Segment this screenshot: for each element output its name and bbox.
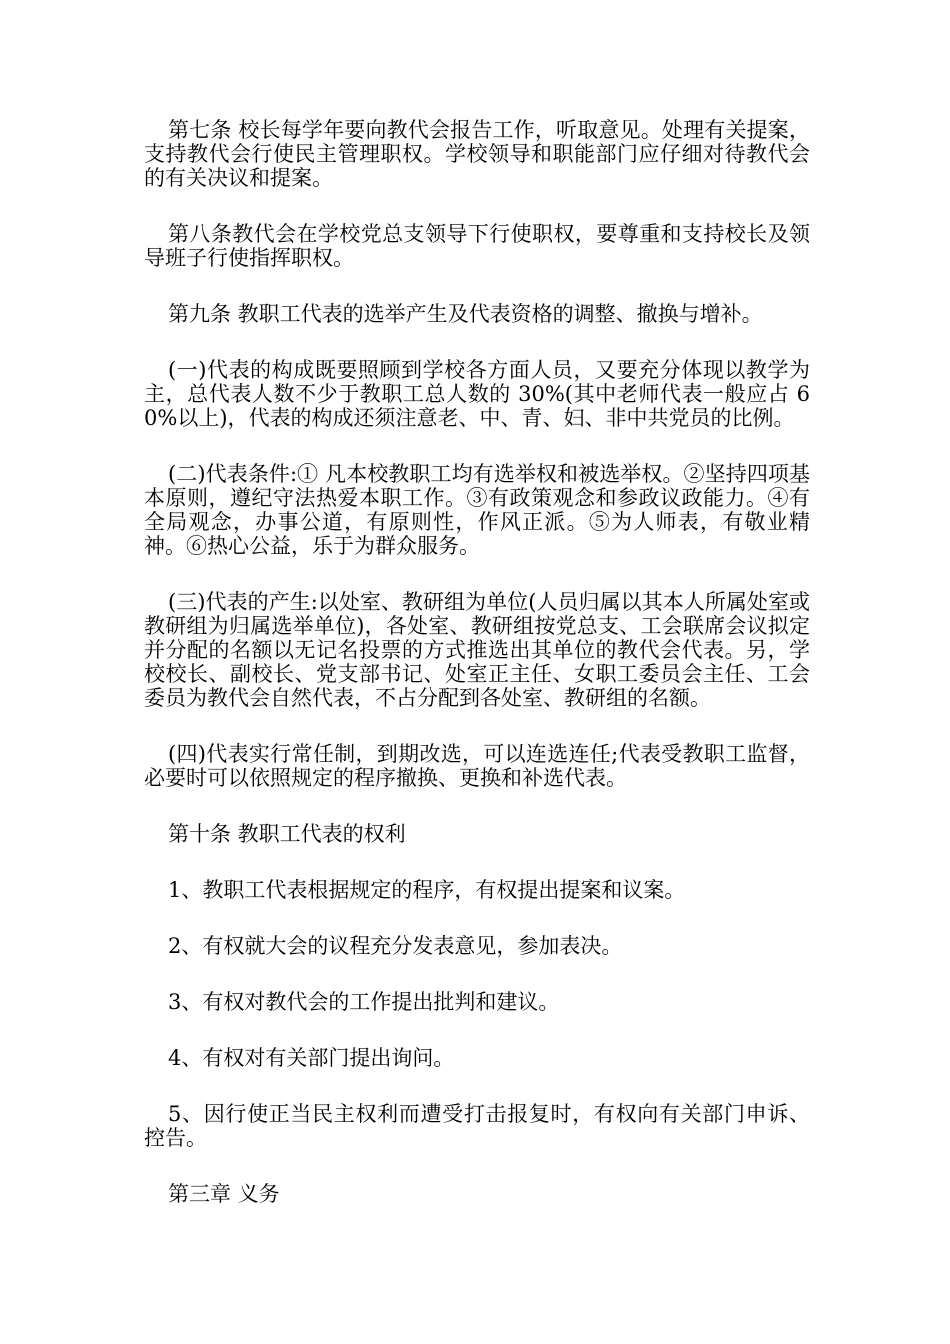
rights-item-1: 1、教职工代表根据规定的程序，有权提出提案和议案。 <box>168 878 686 902</box>
document-body <box>144 118 810 1238</box>
article-9-item-1: (一)代表的构成既要照顾到学校各方面人员，又要充分体现以教学为主，总代表人数不少于教职工总人数的 30%(其中老师代表一般应占 60%以上)，代表的构成还须注意老、中、青、妇、非中共党员的比例。 <box>144 358 810 430</box>
article-9-item-3: (三)代表的产生:以处室、教研组为单位(人员归属以其本人所属处室或教研组为归属选举单位)，各处室、教研组按党总支、工会联席会议拟定并分配的名额以无记名投票的方式推选出其单位的教代会代表。另，学校校长、副校长、党支部书记、处室正主任、女职工委员会主任、工会委员为教代会自然代表，不占分配到各处室、教研组的名额。 <box>144 590 810 710</box>
rights-item-5: 5、因行使正当民主权利而遭受打击报复时，有权向有关部门申诉、控告。 <box>144 1102 810 1150</box>
article-9-item-4: (四)代表实行常任制，到期改选，可以连选连任;代表受教职工监督，必要时可以依照规定的程序撤换、更换和补选代表。 <box>144 742 810 790</box>
article-8-paragraph: 第八条教代会在学校党总支领导下行使职权，要尊重和支持校长及领导班子行使指挥职权。 <box>144 222 810 270</box>
rights-item-4: 4、有权对有关部门提出询问。 <box>168 1046 455 1070</box>
article-10-heading: 第十条 教职工代表的权利 <box>168 822 406 846</box>
article-9-heading: 第九条 教职工代表的选举产生及代表资格的调整、撤换与增补。 <box>168 302 763 326</box>
chapter-3-heading: 第三章 义务 <box>168 1182 280 1206</box>
rights-item-3: 3、有权对教代会的工作提出批判和建议。 <box>168 990 560 1014</box>
article-9-item-2: (二)代表条件:① 凡本校教职工均有选举权和被选举权。②坚持四项基本原则，遵纪守法热爱本职工作。③有政策观念和参政议政能力。④有全局观念，办事公道，有原则性，作风正派。⑤为人师表，有敬业精神。⑥热心公益，乐于为群众服务。 <box>144 462 810 558</box>
article-7-paragraph: 第七条 校长每学年要向教代会报告工作，听取意见。处理有关提案，支持教代会行使民主管理职权。学校领导和职能部门应仔细对待教代会的有关决议和提案。 <box>144 118 810 190</box>
rights-item-2: 2、有权就大会的议程充分发表意见，参加表决。 <box>168 934 623 958</box>
